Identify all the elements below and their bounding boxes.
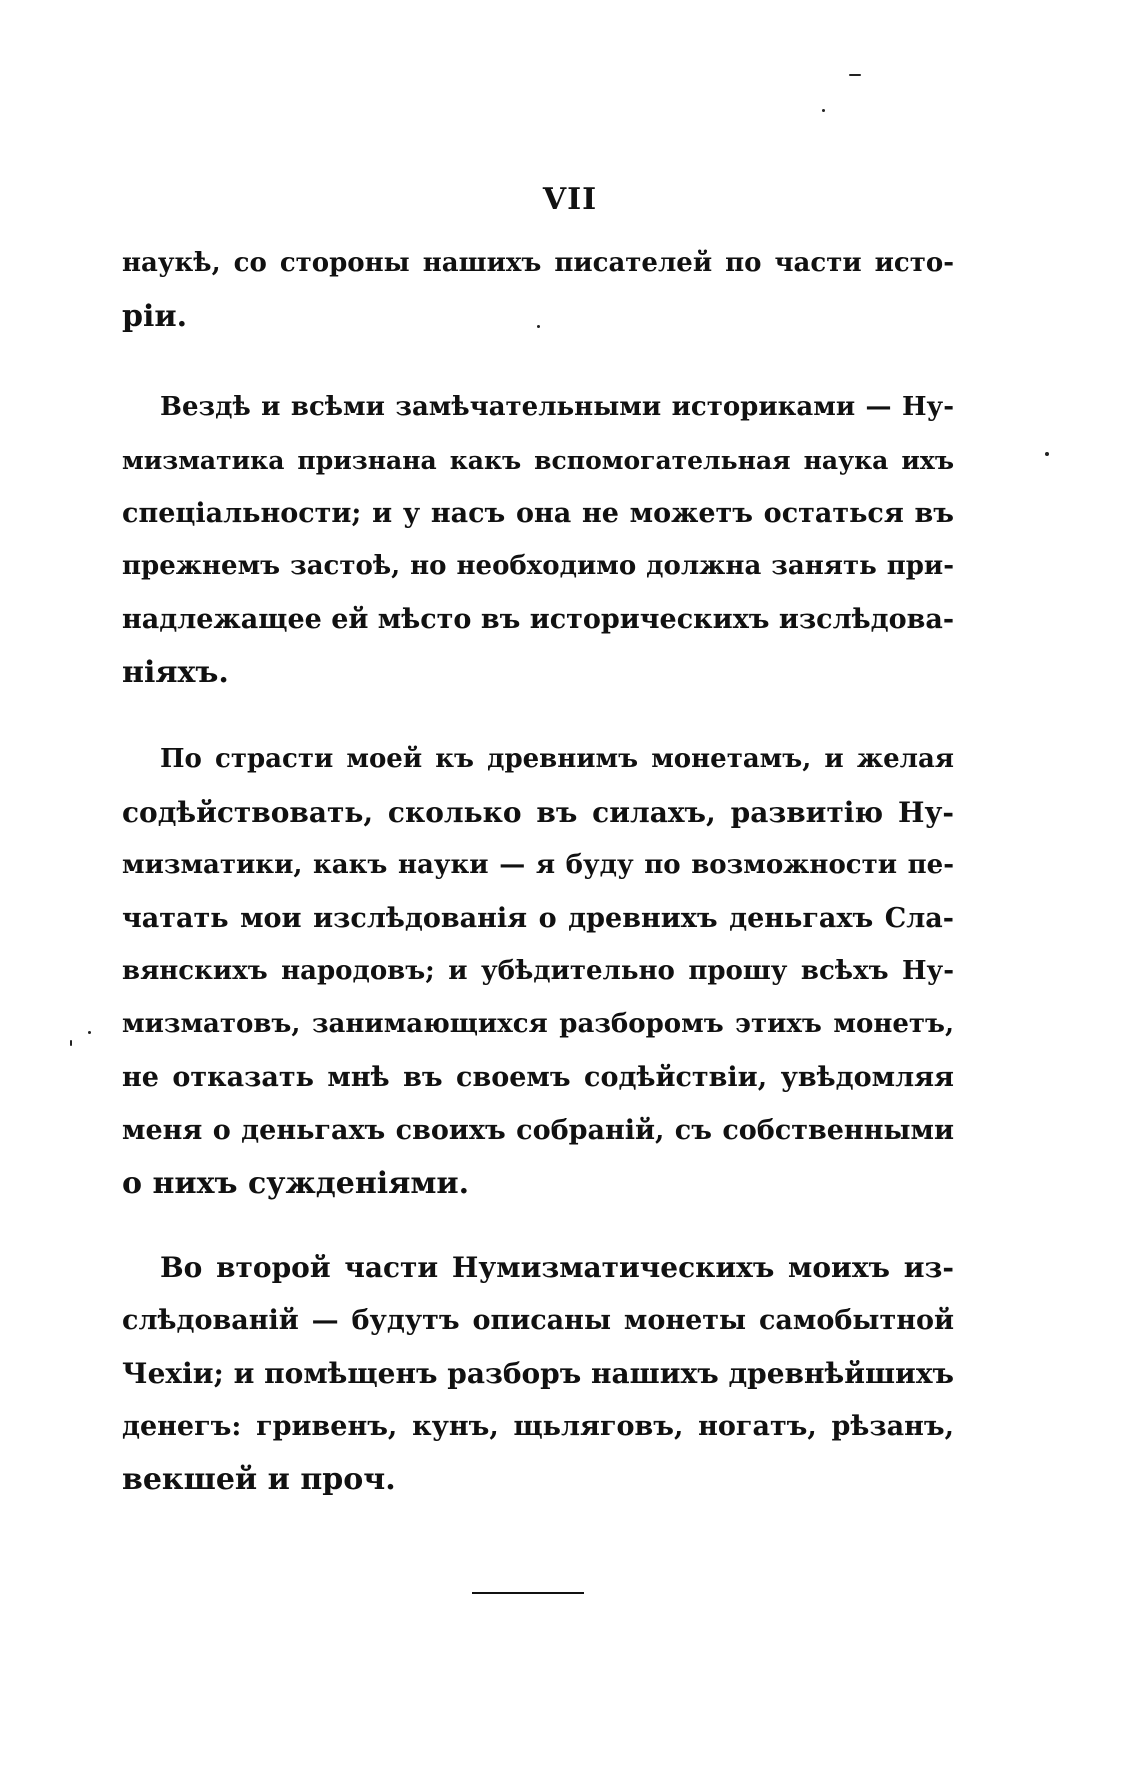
paragraph xyxy=(122,1241,954,1506)
text-line: надлежащее ей мѣсто въ историческихъ изслѣдова- xyxy=(122,604,955,635)
scan-speck xyxy=(88,1031,91,1034)
text-line: Во второй части Нумизматическихъ моихъ из- xyxy=(160,1251,954,1284)
text-line: мизматика признана какъ вспомогательная наука ихъ xyxy=(122,446,954,475)
text-line: чатать мои изслѣдованія о древнихъ деньгахъ Сла- xyxy=(122,903,954,934)
text-line: содѣйствовать, сколько въ силахъ, развитію Ну- xyxy=(122,796,954,829)
text-line: Чехіи; и помѣщенъ разборъ нашихъ древнѣйшихъ xyxy=(122,1357,954,1390)
text-line: векшей и проч. xyxy=(122,1462,396,1497)
text-line: прежнемъ застоѣ, но необходимо должна занять при- xyxy=(122,551,954,581)
text-line: не отказать мнѣ въ своемъ содѣйствіи, увѣдомляя xyxy=(122,1062,954,1093)
scan-speck xyxy=(849,74,861,76)
scan-speck xyxy=(822,109,825,112)
scan-speck xyxy=(1045,452,1049,456)
text-line: ріи. xyxy=(122,299,188,334)
text-line: Вездѣ и всѣми замѣчательными историками — Ну- xyxy=(160,392,954,422)
text-line: слѣдованій — будутъ описаны монеты самобытной xyxy=(122,1305,954,1336)
text-line: спеціальности; и у насъ она не можетъ остаться въ xyxy=(122,498,954,529)
text-line: ніяхъ. xyxy=(122,655,229,690)
scan-speck xyxy=(70,1040,72,1046)
text-line: По страсти моей къ древнимъ монетамъ, и желая xyxy=(160,744,954,774)
page-number: VII xyxy=(542,182,598,217)
text-line: о нихъ сужденіями. xyxy=(122,1166,470,1201)
paragraph xyxy=(122,733,954,1210)
text-line: вянскихъ народовъ; и убѣдительно прошу всѣхъ Ну- xyxy=(122,956,954,986)
text-line: мизматовъ, занимающихся разборомъ этихъ монетъ, xyxy=(122,1009,954,1039)
text-line: меня о деньгахъ своихъ собраній, съ собственными xyxy=(122,1115,954,1146)
text-line: наукѣ, со стороны нашихъ писателей по части исто- xyxy=(122,248,954,278)
scan-speck xyxy=(537,325,540,328)
paragraph xyxy=(122,381,954,699)
text-line: мизматики, какъ науки — я буду по возможности пе- xyxy=(122,850,954,880)
text-line: денегъ: гривенъ, кунъ, щьляговъ, ногатъ, рѣзанъ, xyxy=(122,1411,954,1442)
end-rule xyxy=(472,1592,584,1594)
